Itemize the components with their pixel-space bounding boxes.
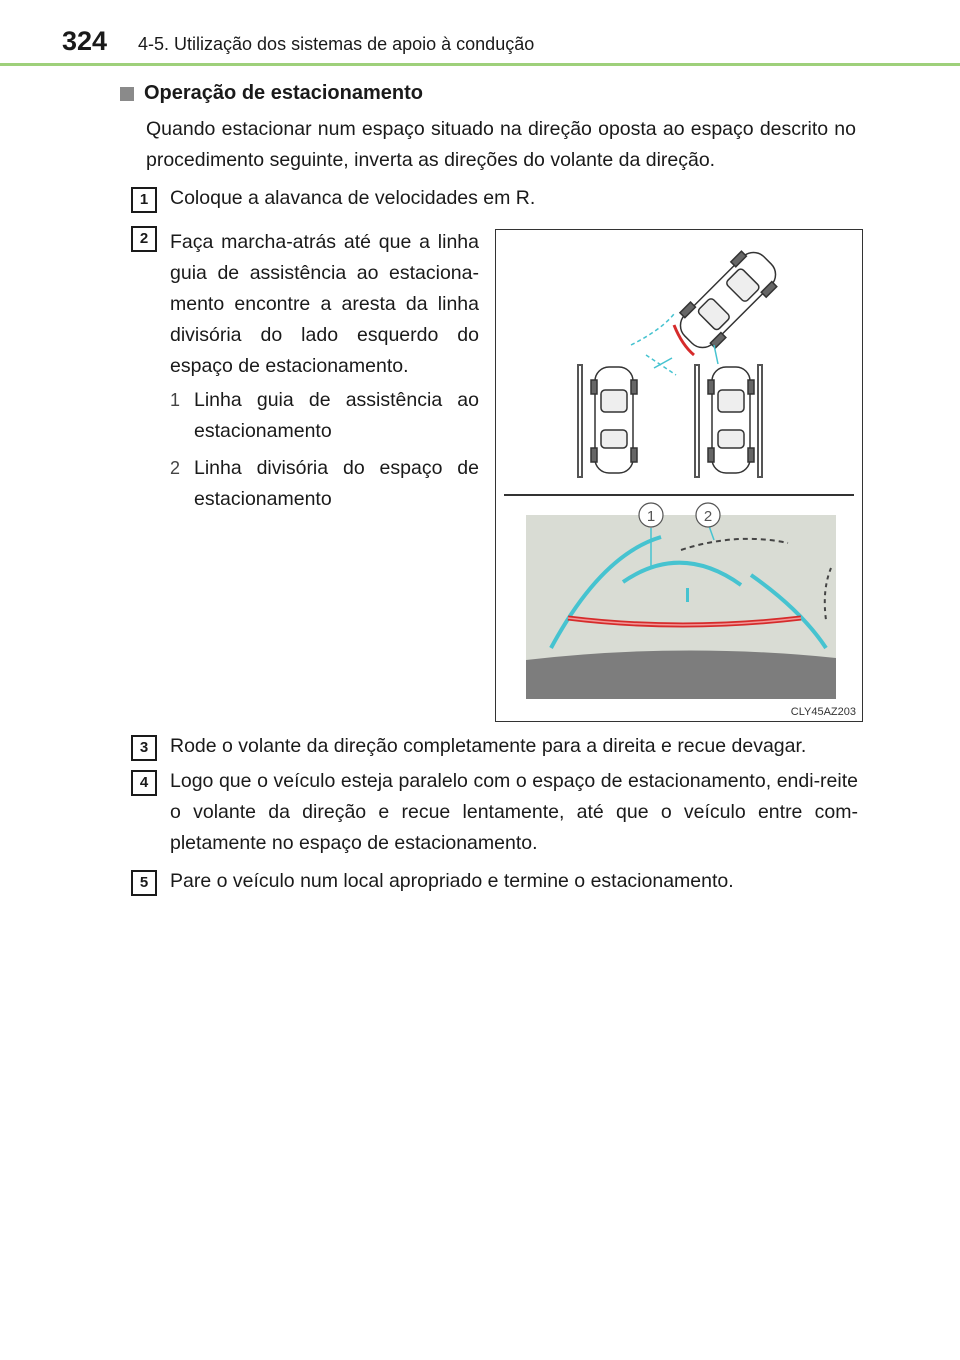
running-head: 4-5. Utilização dos sistemas de apoio à condução: [138, 34, 535, 54]
space-line-left: [578, 365, 582, 477]
section-square-icon: [120, 87, 134, 101]
header-rule: [0, 63, 960, 66]
figure-code: CLY45AZ203: [790, 706, 856, 718]
step-4-text: Logo que o veículo esteja paralelo com o espaço de estacionamento, endi-reite o volante da direção e recue lentamente, até que o veículo entre com-pletamente no espaço de estacionamento.: [170, 770, 858, 854]
parked-car-left-icon: [591, 367, 637, 473]
step-number-4: 4: [131, 770, 157, 796]
step-number-3: 3: [131, 735, 157, 761]
figure-separator: [504, 494, 854, 496]
step-number-2: 2: [131, 226, 157, 252]
section-heading: [120, 82, 423, 105]
intro-paragraph: Quando estacionar num espaço situado na direção oposta ao espaço descrito no procedimento seguinte, inverta as direções do volante da direção.: [146, 118, 856, 171]
parking-illustration: [495, 229, 863, 722]
space-line-right: [758, 365, 762, 477]
callout-number-1: 1: [170, 390, 181, 410]
step-5-text: Pare o veículo num local apropriado e termine o estacionamento.: [170, 870, 734, 892]
space-line-middle: [695, 365, 699, 477]
step-1-text: Coloque a alavanca de velocidades em R.: [170, 187, 536, 209]
step-2-text: Faça marcha-atrás até que a linha guia de assistência ao estaciona-mento encontre a aresta da linha divisória do lado esquerdo do espaço de estacionamento.: [170, 231, 479, 377]
callout-text-2: Linha divisória do espaço de estacionamento: [194, 457, 479, 510]
callout-text-1: Linha guia de assistência ao estacionamento: [194, 389, 479, 442]
callout-item-1: [170, 385, 479, 447]
step-number-5: 5: [131, 870, 157, 896]
step-number-1: 1: [131, 187, 157, 213]
callout-number-2: 2: [170, 458, 181, 478]
figure-label-2: 2: [703, 508, 713, 525]
page-number: 324: [62, 26, 108, 56]
parking-diagram-svg: [496, 230, 862, 721]
parked-car-right-icon: [708, 367, 754, 473]
reversing-car-icon: [671, 243, 786, 358]
section-title: Operação de estacionamento: [144, 82, 423, 104]
camera-screen: [526, 515, 836, 699]
callout-item-2: [170, 453, 479, 515]
step-3-text: Rode o volante da direção completamente para a direita e recue devagar.: [170, 735, 807, 757]
figure-label-1: 1: [646, 508, 656, 525]
